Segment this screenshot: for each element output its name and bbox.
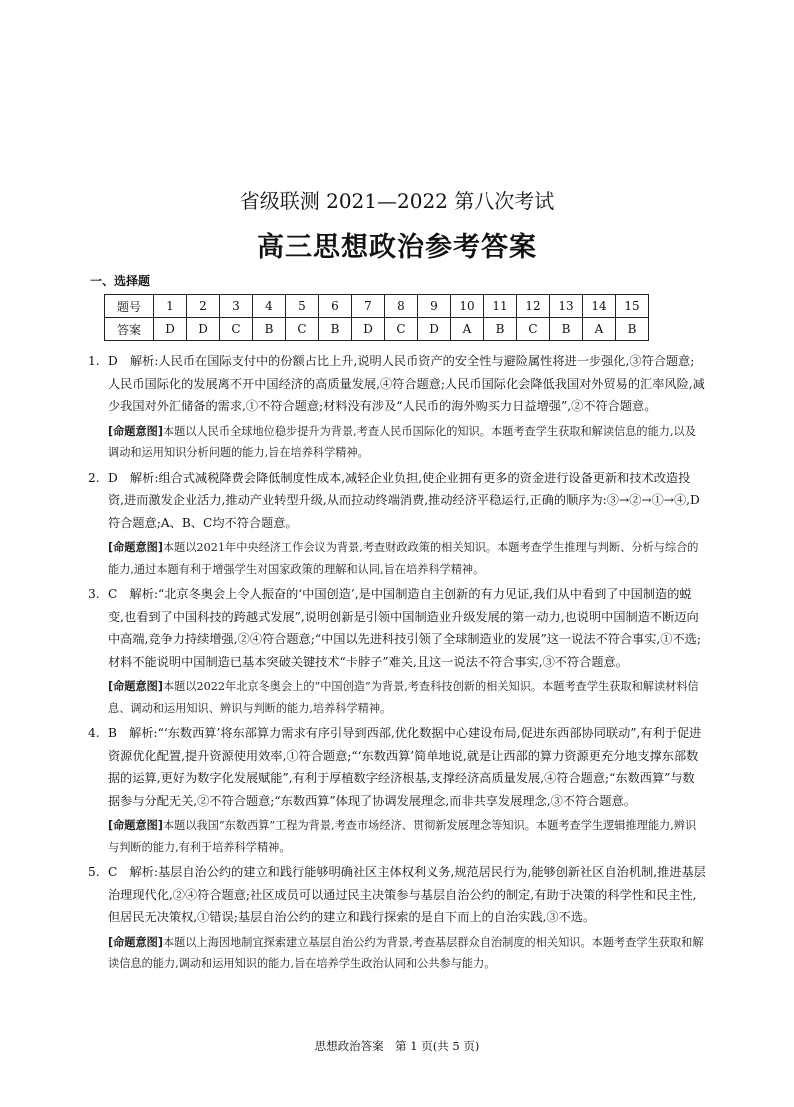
question-number: 5 bbox=[286, 295, 319, 318]
intent-text: 本题以人民币全球地位稳步提升为背景,考查人民币国际化的知识。本题考查学生获取和解读信息的能力,以及调动和运用知识分析问题的能力,旨在培养科学精神。 bbox=[108, 424, 696, 459]
exam-subtitle: 省级联测 2021—2022 第八次考试 bbox=[239, 189, 555, 213]
intent-label: [命题意图] bbox=[108, 424, 163, 438]
question-block bbox=[88, 722, 706, 858]
question-block bbox=[88, 583, 706, 719]
answer-cell: B bbox=[253, 318, 286, 341]
question-block bbox=[88, 861, 706, 975]
answer-cell: B bbox=[550, 318, 583, 341]
question-block bbox=[88, 350, 706, 464]
row-label-number: 题号 bbox=[105, 295, 154, 318]
answer-cell: C bbox=[385, 318, 418, 341]
question-number: 3. bbox=[88, 587, 100, 601]
answer-cell: C bbox=[286, 318, 319, 341]
question-number: 3 bbox=[220, 295, 253, 318]
answer-cell: D bbox=[154, 318, 187, 341]
question-number: 11 bbox=[484, 295, 517, 318]
question-number: 14 bbox=[583, 295, 616, 318]
intent-label: [命题意图] bbox=[108, 541, 163, 554]
question-number: 4 bbox=[253, 295, 286, 318]
answer-cell: D bbox=[187, 318, 220, 341]
question-number: 2 bbox=[187, 295, 220, 318]
answer-cell: D bbox=[352, 318, 385, 341]
question-number: 9 bbox=[418, 295, 451, 318]
question-number: 1 bbox=[154, 295, 187, 318]
question-analysis: D 解析:组合式减税降费会降低制度性成本,减轻企业负担,使企业拥有更多的资金进行设备更新和技术改造投资,进而激发企业活力,推动产业转型升级,从而拉动终端消费,推动经济平稳运行,正确的顺序为:③→②→①→④,D符合题意;A、B、C均不符合题意。 bbox=[108, 470, 700, 530]
question-number: 10 bbox=[451, 295, 484, 318]
question-block bbox=[88, 467, 706, 581]
answer-table bbox=[104, 294, 649, 341]
answer-row bbox=[105, 318, 649, 341]
answer-cell: C bbox=[220, 318, 253, 341]
answer-cell: B bbox=[319, 318, 352, 341]
question-number: 6 bbox=[319, 295, 352, 318]
section-heading: 一、选择题 bbox=[90, 274, 151, 288]
question-analysis: B 解析:“‘东数西算’将东部算力需求有序引导到西部,优化数据中心建设布局,促进东西部协同联动”,有利于促进资源优化配置,提升资源使用效率,①符合题意;“‘东数西算’简单地说,就是让西部的算力资源更充分地支撑东部数据的运算,更好为数字化发展赋能”,有利于厚植数字经济根基,支撑经济高质量发展,④符合题意;“东数西算”与数据参与分配无关,②不符合题意;“东数西算”体现了协调发展理念,而非共享发展理念,③不符合题意。 bbox=[108, 726, 702, 808]
answer-cell: C bbox=[517, 318, 550, 341]
question-number: 5. bbox=[88, 865, 100, 879]
intent-label: [命题意图] bbox=[108, 819, 163, 832]
intent-text: 本题以2021年中央经济工作会议为背景,考查财政政策的相关知识。本题考查学生推理与判断、分析与综合的能力,通过本题有利于增强学生对国家政策的理解和认同,旨在培养科学精神。 bbox=[108, 541, 699, 576]
question-number: 8 bbox=[385, 295, 418, 318]
page-title: 高三思想政治参考答案 bbox=[257, 232, 537, 263]
question-number: 13 bbox=[550, 295, 583, 318]
answer-cell: A bbox=[583, 318, 616, 341]
answer-explanations bbox=[88, 350, 706, 978]
question-analysis: C 解析:基层自治公约的建立和践行能够明确社区主体权利义务,规范居民行为,能够创新社区自治机制,推进基层治理现代化,②④符合题意;社区成员可以通过民主决策参与基层自治公约的制定,有助于决策的科学性和民主性,但居民无决策权,①错误;基层自治公约的建立和践行探索的是自下而上的自治实践,③不选。 bbox=[108, 865, 706, 924]
question-number-row bbox=[105, 295, 649, 318]
question-analysis: C 解析:“北京冬奥会上令人振奋的‘中国创造’,是中国制造自主创新的有力见证,我们从中看到了中国制造的蜕变,也看到了中国科技的跨越式发展”,说明创新是引领中国制造业升级发展的第一动力,也说明中国制造不断迈向中高端,竞争力持续增强,②④符合题意;“中国以先进科技引领了全球制造业的发展”这一说法不符合事实,①不选;材料不能说明中国制造已基本突破关键技术“卡脖子”难关,且这一说法不符合事实,③不符合题意。 bbox=[108, 587, 701, 669]
question-number: 12 bbox=[517, 295, 550, 318]
row-label-answer: 答案 bbox=[105, 318, 154, 341]
answer-cell: B bbox=[484, 318, 517, 341]
question-number: 1. bbox=[88, 354, 100, 368]
intent-label: [命题意图] bbox=[108, 680, 163, 693]
question-number: 7 bbox=[352, 295, 385, 318]
question-number: 15 bbox=[616, 295, 649, 318]
intent-label: [命题意图] bbox=[108, 935, 163, 949]
intent-text: 本题以上海因地制宜探索建立基层自治公约为背景,考查基层群众自治制度的相关知识。本题考查学生获取和解读信息的能力,调动和运用知识的能力,旨在培养学生政治认同和公共参与能力。 bbox=[108, 935, 704, 970]
question-number: 2. bbox=[88, 470, 100, 485]
answer-cell: B bbox=[616, 318, 649, 341]
answer-cell: D bbox=[418, 318, 451, 341]
answer-cell: A bbox=[451, 318, 484, 341]
question-analysis: D 解析:人民币在国际支付中的份额占比上升,说明人民币资产的安全性与避险属性将进一步强化,③符合题意;人民币国际化的发展离不开中国经济的高质量发展,④符合题意;人民币国际化会降低我国对外贸易的汇率风险,减少我国对外汇储备的需求,①不符合题意;材料没有涉及“人民币的海外购买力日益增强”,②不符合题意。 bbox=[108, 354, 705, 413]
intent-text: 本题以2022年北京冬奥会上的“中国创造”为背景,考查科技创新的相关知识。本题考查学生获取和解读材料信息、调动和运用知识、辨识与判断的能力,培养科学精神。 bbox=[108, 680, 699, 715]
page-footer: 思想政治答案 第 1 页(共 5 页) bbox=[314, 1039, 480, 1053]
question-number: 4. bbox=[88, 726, 100, 740]
intent-text: 本题以我国“东数西算”工程为背景,考查市场经济、贯彻新发展理念等知识。本题考查学生逻辑推理能力,辨识与判断的能力,有利于培养科学精神。 bbox=[108, 819, 697, 854]
